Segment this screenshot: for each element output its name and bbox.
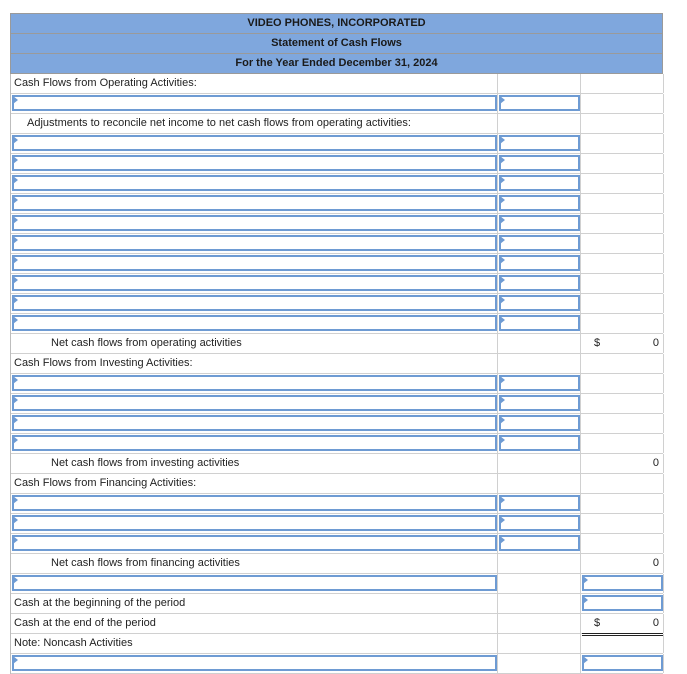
row-financing [11,494,663,514]
financing-label-input[interactable] [12,535,497,551]
row-adjustment [11,214,663,234]
net-investing-value: 0 [652,457,659,469]
financing-title: Cash Flows from Financing Activities: [14,477,197,489]
note-amount-input[interactable] [582,655,663,671]
net-operating-dollar-sign: $ [594,337,601,349]
adjustment-label-input[interactable] [12,235,497,251]
row-adjustment [11,174,663,194]
row-financing-title [11,474,663,494]
row-cash-beginning [11,594,663,614]
note-label-input[interactable] [12,655,497,671]
investing-label-input[interactable] [12,375,497,391]
row-operating-input [11,94,663,114]
row-adjustment [11,314,663,334]
investing-label-input[interactable] [12,415,497,431]
financing-amount-input[interactable] [499,515,580,531]
row-adjustment [11,194,663,214]
row-financing [11,514,663,534]
row-adjustments-label [11,114,663,134]
row-investing [11,374,663,394]
adjustment-amount-input[interactable] [499,135,580,151]
row-adjustment [11,154,663,174]
row-adjustment [11,274,663,294]
investing-amount-input[interactable] [499,375,580,391]
financing-amount-input[interactable] [499,495,580,511]
statement-title: Statement of Cash Flows [11,34,662,54]
adjustment-label-input[interactable] [12,255,497,271]
row-investing [11,434,663,454]
cash-beginning-amount-input[interactable] [582,595,663,611]
adjustment-amount-input[interactable] [499,275,580,291]
row-note-input [11,654,663,674]
statement-header [10,13,663,74]
investing-label-input[interactable] [12,395,497,411]
financing-label-input[interactable] [12,515,497,531]
adjustment-label-input[interactable] [12,135,497,151]
investing-amount-input[interactable] [499,415,580,431]
adjustment-amount-input[interactable] [499,295,580,311]
cash-flow-worksheet [10,13,663,674]
adjustment-amount-input[interactable] [499,215,580,231]
adjustment-amount-input[interactable] [499,255,580,271]
company-name: VIDEO PHONES, INCORPORATED [11,14,662,34]
adjustments-label: Adjustments to reconcile net income to net cash flows from operating activities: [27,117,411,129]
net-financing-value: 0 [652,557,659,569]
adjustment-label-input[interactable] [12,275,497,291]
net-change-amount-input[interactable] [582,575,663,591]
row-adjustment [11,234,663,254]
adjustment-amount-input[interactable] [499,235,580,251]
cash-beginning-label: Cash at the beginning of the period [14,597,186,609]
row-adjustment [11,134,663,154]
investing-amount-input[interactable] [499,435,580,451]
adjustment-label-input[interactable] [12,195,497,211]
financing-label-input[interactable] [12,495,497,511]
adjustment-amount-input[interactable] [499,315,580,331]
adjustment-amount-input[interactable] [499,175,580,191]
row-cash-end [11,614,663,634]
net-financing-label: Net cash flows from financing activities [51,557,240,569]
row-financing [11,534,663,554]
row-net-investing [11,454,663,474]
investing-title: Cash Flows from Investing Activities: [14,357,193,369]
adjustment-amount-input[interactable] [499,155,580,171]
adjustment-label-input[interactable] [12,295,497,311]
row-adjustment [11,254,663,274]
adjustment-amount-input[interactable] [499,195,580,211]
cash-end-dollar-sign: $ [594,617,601,629]
statement-rows [10,74,663,674]
row-investing-title [11,354,663,374]
operating-label-input[interactable] [12,95,497,111]
row-adjustment [11,294,663,314]
row-operating-title [11,74,663,94]
financing-amount-input[interactable] [499,535,580,551]
row-net-operating [11,334,663,354]
row-net-change [11,574,663,594]
net-investing-label: Net cash flows from investing activities [51,457,240,469]
operating-amount-input[interactable] [499,95,580,111]
row-net-financing [11,554,663,574]
adjustment-label-input[interactable] [12,175,497,191]
adjustment-label-input[interactable] [12,215,497,231]
adjustment-label-input[interactable] [12,315,497,331]
statement-period: For the Year Ended December 31, 2024 [11,54,662,74]
investing-label-input[interactable] [12,435,497,451]
row-investing [11,394,663,414]
note-label: Note: Noncash Activities [14,637,133,649]
adjustment-label-input[interactable] [12,155,497,171]
cash-end-label: Cash at the end of the period [14,617,156,629]
investing-amount-input[interactable] [499,395,580,411]
cash-end-value: 0 [652,617,659,629]
net-change-label-input[interactable] [12,575,497,591]
net-operating-value: 0 [652,337,659,349]
row-note [11,634,663,654]
net-operating-label: Net cash flows from operating activities [51,337,242,349]
operating-title: Cash Flows from Operating Activities: [14,77,197,89]
row-investing [11,414,663,434]
